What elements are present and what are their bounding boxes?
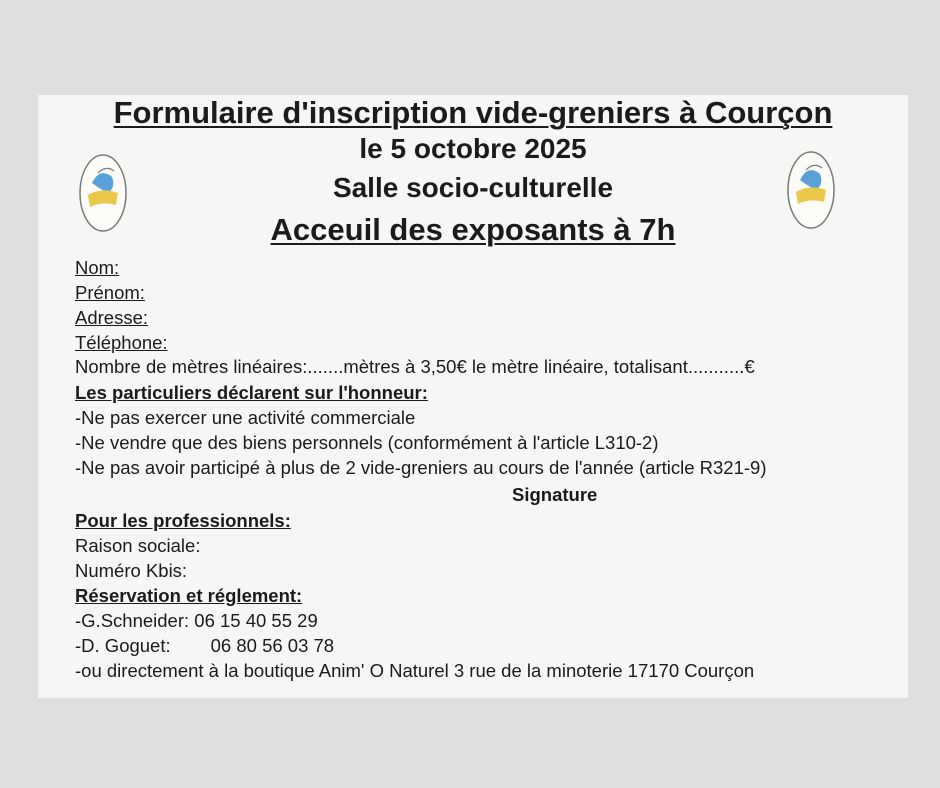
field-metres-lineaires: Nombre de mètres linéaires:.......mètres à 3,50€ le mètre linéaire, totalisant...........€ <box>75 356 755 377</box>
particuliers-heading: Les particuliers déclarent sur l'honneur: <box>75 382 428 403</box>
particuliers-item: -Ne vendre que des biens personnels (conformément à l'article L310-2) <box>75 432 659 453</box>
welcome-time: Acceuil des exposants à 7h <box>270 212 676 247</box>
professionnels-heading: Pour les professionnels: <box>75 510 291 531</box>
field-raison-sociale-label: Raison sociale: <box>75 535 201 556</box>
field-telephone-label: Téléphone: <box>75 332 168 353</box>
contact-name: -G.Schneider: <box>75 610 190 631</box>
particuliers-item: -Ne pas exercer une activité commerciale <box>75 407 416 428</box>
form-title: Formulaire d'inscription vide-greniers à Courçon <box>113 95 833 130</box>
field-prenom-label: Prénom: <box>75 282 145 303</box>
signature-label: Signature <box>512 484 598 505</box>
contact-phone: 06 15 40 55 29 <box>194 610 318 631</box>
shop-address: -ou directement à la boutique Anim' O Naturel 3 rue de la minoterie 17170 Courçon <box>75 660 755 681</box>
registration-form-sheet <box>38 95 908 698</box>
particuliers-item: -Ne pas avoir participé à plus de 2 vide-greniers au cours de l'année (article R321-9) <box>75 457 767 478</box>
reservation-heading: Réservation et réglement: <box>75 585 303 606</box>
field-nom-label: Nom: <box>75 257 120 278</box>
field-adresse-label: Adresse: <box>75 307 149 328</box>
field-kbis-label: Numéro Kbis: <box>75 560 188 581</box>
event-date: le 5 octobre 2025 <box>359 133 587 164</box>
contact-phone: 06 80 56 03 78 <box>210 635 335 656</box>
event-venue: Salle socio-culturelle <box>332 172 614 203</box>
contact-name: -D. Goguet: <box>75 635 171 656</box>
contact-goguet <box>75 635 334 657</box>
contact-schneider <box>75 610 318 632</box>
